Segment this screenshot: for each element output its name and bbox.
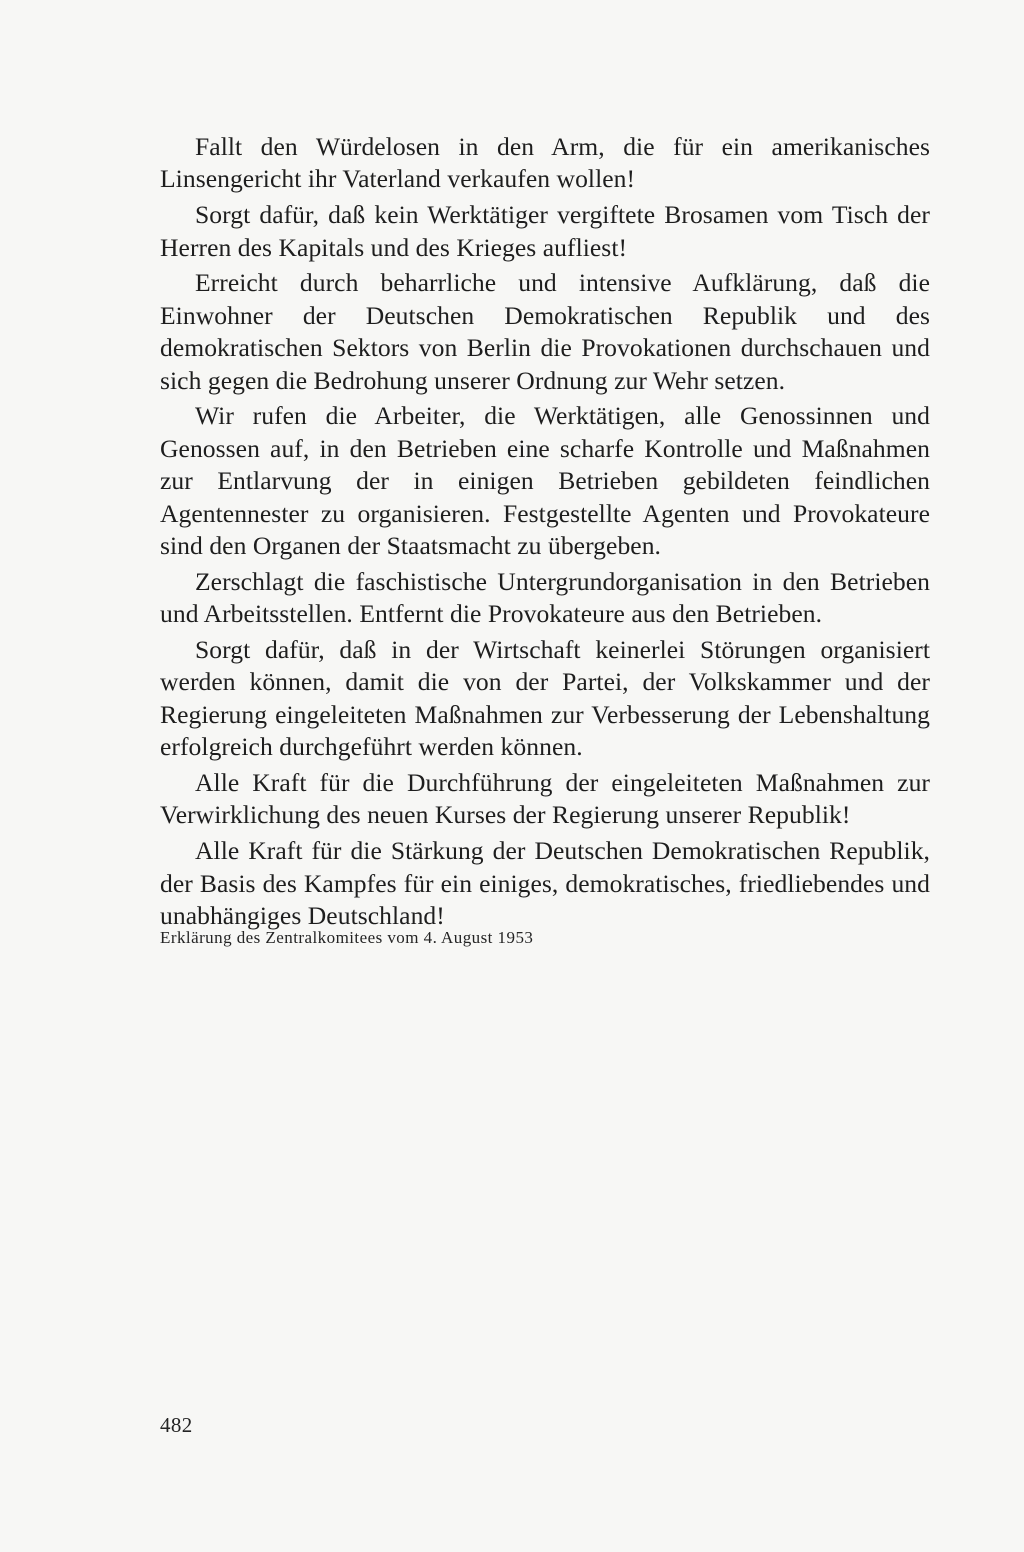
paragraph-3: Erreicht durch beharrliche und intensive Aufklärung, daß die Einwohner der Deutschen Demokratischen Republik und des demokratischen Sektors von Berlin die Provokationen durchschauen und sich gegen die Bedrohung unserer Ordnung zur Wehr setzen.	[160, 268, 930, 395]
paragraph-1: Fallt den Würdelosen in den Arm, die für ein amerikanisches Linsengericht ihr Vaterland verkaufen wollen!	[160, 132, 930, 194]
page-number: 482	[160, 1413, 193, 1437]
paragraph-8: Alle Kraft für die Stärkung der Deutschen Demokratischen Republik, der Basis des Kampfes für ein einiges, demokratisches, friedliebendes und unabhängiges Deutschland!	[160, 836, 930, 931]
paragraph-2: Sorgt dafür, daß kein Werktätiger vergiftete Brosamen vom Tisch der Herren des Kapitals und des Krieges aufliest!	[160, 200, 930, 262]
body-text	[160, 131, 930, 936]
paragraph-4: Wir rufen die Arbeiter, die Werktätigen, alle Genossinnen und Genossen auf, in den Betrieben eine scharfe Kontrolle und Maßnahmen zur Entlarvung der in einigen Betrieben gebildeten feindlichen Agentennester zu organisieren. Festgestellte Agenten und Provokateure sind den Organen der Staatsmacht zu übergeben.	[160, 401, 930, 561]
paragraph-5: Zerschlagt die faschistische Untergrundorganisation in den Betrieben und Arbeitsstellen. Entfernt die Provokateure aus den Betrieben.	[160, 566, 930, 629]
paragraph-7: Alle Kraft für die Durchführung der eingeleiteten Maßnahmen zur Verwirklichung des neuen Kurses der Regierung unserer Republik!	[160, 768, 930, 830]
paragraph-6: Sorgt dafür, daß in der Wirtschaft keinerlei Störungen organisiert werden können, damit die von der Partei, der Volkskammer und der Regierung eingeleiteten Maßnahmen zur Verbesserung der Lebenshaltung erfolgreich durchgeführt werden können.	[160, 635, 930, 762]
source-note: Erklärung des Zentralkomitees vom 4. August 1953	[160, 928, 534, 947]
